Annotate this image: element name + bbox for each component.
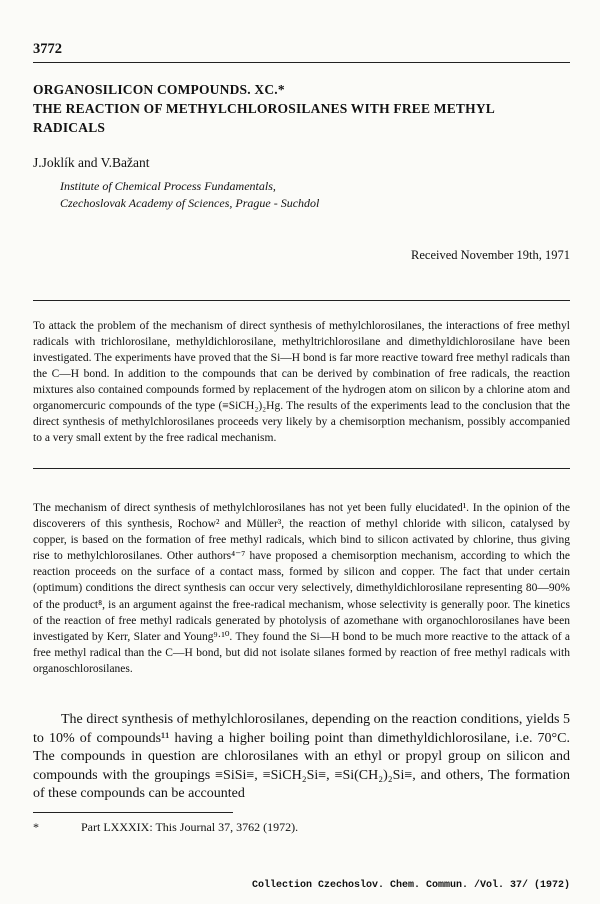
authors: J.Joklík and V.Bažant bbox=[33, 155, 150, 170]
article-title bbox=[33, 80, 570, 137]
abstract: To attack the problem of the mechanism of direct synthesis of methylchlorosilanes, the interactions of free methyl radicals with trichlorosilane, methyldichlorosilane, methyltrichlorosilane and dimethyldichlorosilane have been investigated. The experiments have proved that the Si—H bond is far more reactive toward free methyl radicals than the C—H bond. In addition to the compounds that can be derived by combination of free radicals, the reaction mixtures also contained compounds formed by replacement of the hydrogen atom on silicon by a chlorine atom and organomercuric compounds of the type (≡SiCH₂)₂Hg. The results of the experiments lead to the conclusion that the direct synthesis of methylchlorosilanes proceeds very likely by a chemisorption mechanism, possibly accompanied to a very small extent by the free radical mechanism. bbox=[33, 320, 570, 444]
page-number: 3772 bbox=[33, 41, 62, 57]
footnote-rule bbox=[33, 812, 233, 813]
received-date: Received November 19th, 1971 bbox=[411, 248, 570, 262]
intro-paragraph: The mechanism of direct synthesis of methylchlorosilanes has not yet been fully elucidated¹. In the opinion of the discoverers of this synthesis, Rochow² and Müller³, the reaction of methyl chloride with silicon, catalysed by copper, is based on the formation of free methyl radicals, which bind to silicon activated by chlorine, thus giving rise to methylchlorosilanes. Other authors⁴⁻⁷ have proposed a chemisorption mechanism, according to which the reaction proceeds on the surface of a contact mass, formed by silicon and copper. The fact that under certain (optimum) conditions the direct synthesis can occur very selectively, dimethyldichlorosilane representing 80—90% of the product⁸, is an argument against the free-radical mechanism, whose selectivity is generally poor. The kinetics of the reaction of free methyl radicals generated by photolysis of azomethane with organochlorosilanes have been investigated by Kerr, Slater and Young⁹·¹⁰. They found the Si—H bond to be much more reactive to the attack of a free methyl radical than the C—H bond, but did not isolate silanes formed by reaction of free methyl radicals with organoschlorosilanes. bbox=[33, 502, 570, 675]
journal-footer: Collection Czechoslov. Chem. Commun. /Vol. 37/ (1972) bbox=[251, 880, 570, 891]
affiliation-line: Institute of Chemical Process Fundamentals, bbox=[60, 179, 276, 193]
abstract-bottom-rule bbox=[33, 468, 570, 469]
footnote bbox=[33, 820, 570, 835]
affiliation bbox=[60, 178, 319, 212]
abstract-top-rule bbox=[33, 300, 570, 301]
footnote-marker: * bbox=[33, 820, 39, 834]
title-line: ORGANOSILICON COMPOUNDS. XC.* bbox=[33, 82, 285, 97]
footnote-text: Part LXXXIX: This Journal 37, 3762 (1972). bbox=[81, 820, 299, 834]
title-line: THE REACTION OF METHYLCHLOROSILANES WITH FREE METHYL bbox=[33, 101, 495, 116]
title-line: RADICALS bbox=[33, 120, 106, 135]
header-rule bbox=[33, 62, 570, 63]
affiliation-line: Czechoslovak Academy of Sciences, Prague - Suchdol bbox=[60, 196, 320, 210]
body-paragraph: The direct synthesis of methylchlorosilanes, depending on the reaction conditions, yields 5 to 10% of compounds¹¹ having a higher boiling point than dimethyldichlorosilane, i.e. 70°C. The compounds in question are chlorosilanes with an ethyl or propyl group on silicon and compounds with the groupings ≡SiSi≡, ≡SiCH₂Si≡, ≡Si(CH₂)₂Si≡, and others, The formation of these compounds can be accounted bbox=[33, 712, 570, 802]
